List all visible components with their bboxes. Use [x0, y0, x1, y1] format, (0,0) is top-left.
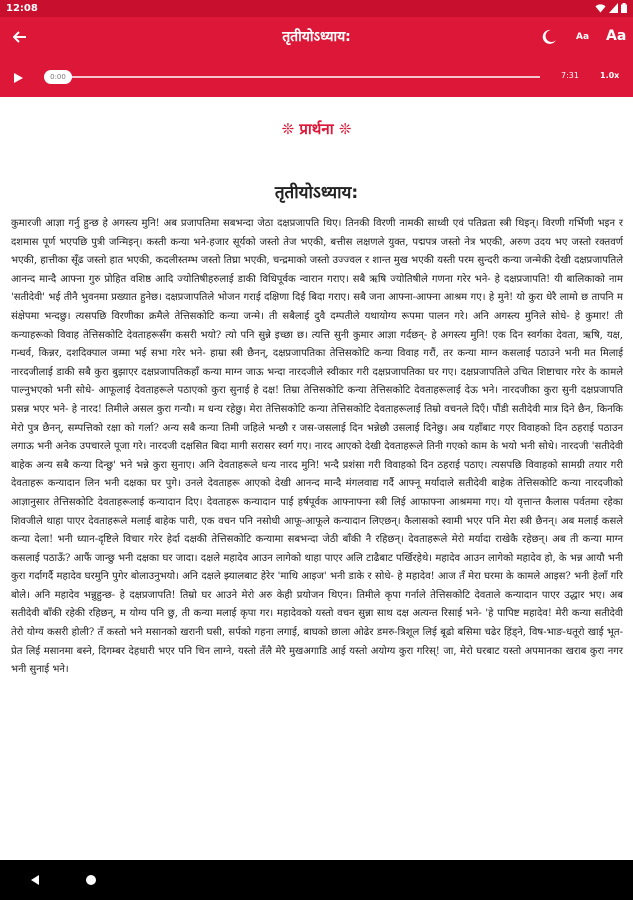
system-navigation-bar: [0, 860, 633, 900]
app-bar: [0, 17, 633, 57]
chapter-body-text: कुमारजी आज्ञा गर्नु हुन्छ हे अगस्त्य मुनि! अब प्रजापतिमा सबभन्दा जेठा दक्षप्रजापति थिए। तिनकी विरणी नामकी साध्वी एवं पतिव्रता स्त्री थिइन्। विरणी गर्भिणी भइन र दशमास पूर्ण भएपछि पुत्री जन्मिइन्। कस्ती कन्या भने-हजार सूर्यको जस्तो तेज भएकी, बत्तीस लक्षणले युक्त, पद्मपत्र जस्तो नेत्र भएकी, अरुण उदय भए जस्तो रक्तवर्ण भएकी, हात्तीका सूँढ जस्तो हात भएकी, कदलीस्तम्भ जस्तो तिघ्रा भएकी, चन्द्रमाको जस्तो उज्ज्वल र शान्त मुख भएकी यस्ती परम सुन्दरी कन्या जन्मेकी देखी दक्षप्रजापतिले आनन्द मान्दै आफ्ना गुरु प्रोहित वशिष्ठ आदि ज्योतिषीहरुलाई डाकी विधिपूर्वक न्वारान गराए। सबै ऋषि ज्योतिषीले गणना गरेर भने- हे दक्षप्रजापति! यी बालिकाको नाम 'सतीदेवी' भई तीनै भुवनमा प्रख्यात हुनेछ। दक्षप्रजापतिले भोजन गराई दक्षिणा दिई बिदा गराए। सबै जना आफ्ना-आफ्ना आश्रम गए। हे मुने! यो कुरा धेरै लामो छ तापनि म संक्षेपमा भन्दछु। त्यसपछि विरणीका क्रमैले तेत्तिसकोटि कन्या जन्मे। ती सबैलाई दुवै दम्पतीले यथायोग्य रूपमा पालन गरे। अनि अगस्त्य मुनिले सोधे- हे कुमार! ती कन्याहरूको विवाह तेत्तिसकोटि देवताहरूसँग कसरी भयो? त्यो पनि सुन्ने इच्छा छ। त्यत्ति सुनी कुमार आज्ञा गर्दछन्- हे अगस्त्य मुनि! एक दिन स्वर्गका देवता, ऋषि, यक्ष, गन्धर्व, किन्नर, दशदिक्पाल जम्मा भई सभा गरेर भने- हाम्रा स्त्री छैनन्, दक्षप्रजापतिका तेत्तिसकोटि कन्या विवाह गरौं, तर कन्या माग्न कसलाई पठाउने भनी मत मिलाई नारदजीलाई डाकी सबै कुरा बुझाएर दक्षप्रजापतिकहाँ कन्या माग्न जाऊ भन्दा नारदजीले स्वीकार गरी दक्षप्रजापतिका घर गए। दक्षप्रजापतिले उचित शिष्टाचार गरेर के कामले पाल्नुभएको भनी सोधे- आफूलाई देवताहरूले पठाएको कुरा सुनाई हे दक्ष! तिम्रा तेत्तिसकोटि कन्या तेत्तिसकोटि देवताहरूलाई देऊ भने। नारदजीका कुरा सुनी दक्षप्रजापति प्रसन्न भएर भने- हे नारद! तिमीले असल कुरा गन्यौ। म धन्य रहेछु। मेरा तेत्तिसकोटि कन्या तेत्तिसकोटि देवताहरूलाई तिम्रो वचनले दिएँ। पौंडी सतीदेवी मात्र दिने छैन, किनकि मेरो पुत्र छैनन्, सम्पत्तिको रक्षा को गर्ला? अन्य सबै कन्या तिमी जहिले भन्छौ र जस-जसलाई दिन भन्नेछौ उसलाई दिनेछु। अब यहाँबाट गएर विवाहको दिन ठहराई पठाउन लगाऊ भनी अनेक उपचारले पूजा गरे। नारदजी दक्षसित बिदा मागी सरासर स्वर्ग गए। नारद आएको देखी देवताहरूले तिनी गएको काम के भयो भनी सोधे। नारदजी 'सतीदेवी बाहेक अन्य सबै कन्या दिन्छु' भने भन्ने कुरा सुनाए। अनि देवताहरूले धन्य नारद मुनि! भन्दै प्रशंसा गरी विवाहको दिन ठहराई पठाए। त्यसपछि विवाहको सामग्री तयार गरी देवताहरू कन्यादान लिन भनी दक्षका घर पुगे। उनले देवताहरू आएको देखी आनन्द मान्दै मंगलवाद्य गर्दै आफ्नू मर्यादाले सतीदेवी बाहेक तेत्तिसकोटि कन्या नारदजीको आज्ञानुसार तेत्तिसकोटि देवताहरूलाई कन्यादान दिए। देवताहरू कन्यादान पाई हर्षपूर्वक आफ्नाफ्ना स्त्री लिई आफाफ्ना आश्रममा गए। यो वृत्तान्त कैलास पर्वतमा रहेका शिवजीले थाहा पाएर देवताहरूले मलाई बाहेक पारी, एक वचन पनि नसोधी आफू-आफूले कन्यादान लिएछन्। कैलासको स्वामी भएर पनि मेरा स्त्री छैनन्। अब मलाई कसले कन्या देला! भनी ध्यान-दृष्टिले विचार गरेर हेर्दा दक्षकी तेत्तिसकोटि कन्यामा सबभन्दा जेठी बाँकी नै रहिछन्। देवताहरूले मेरो मर्यादा राखेकै रहेछन्। अब ती कन्या माग्न कसलाई पठाऊँ? आफैं जान्छु भनी दक्षका घर जादा। दक्षले महादेव आउन लागेको थाहा पाएर अलि टाढैबाट पर्खिरहेथे। महादेव आउन लागेको महादेव हो, के भन्न आयौ भनी कुरा गर्दागर्दै महादेव घरमुनि पुगेर बोलाउनुभयो। अनि दक्षले झ्यालबाट हेरेर 'माथि आइज' भनी डाके र सोधे- हे महादेव! आज तँ मेरा घरमा के कामले आइस? भनी हेलाँ गरि बोले। अनि महादेव भन्नुहुन्छ- हे दक्षप्रजापति! तिम्रो घर आउने मेरो अरु केही प्रयोजन थिएन। तिमीले कृपा गर्नाले तेत्तिसकोटि देवताले कन्यादान पाएर उद्धार भए। अब सतीदेवी बाँकी रहेकी रहिछन्, म योग्य पनि छु, ती कन्या मलाई कृपा गर। महादेवको यस्तो वचन सुन्ना साथ दक्ष अत्यन्त रिसाई भने- 'हे पापिष्ट महादेव! मेरी कन्या सतीदेवी तेरो योग्य कसरी होली? तँ कस्तो भने मसानको खरानी घसी, सर्पको गहना लगाई, बाघको छाला ओढेर डमरु-त्रिशूल लिई बूढो बसिमा चढेर हिंड्ने, विष-भाङ-धतूरो खाई भूत-प्रेत लिई मसानमा बस्ने, दिगम्बर देहधारी भएर पनि चिन लाग्ने, यस्तो तँलै मेरै मुखअगाडि आई यस्तो अयोग्य कुरा गरिस्! जा, मेरो घरबाट यस्तो अपमानका खराब कुरा नगर भनी सुनाई भने।: [11, 218, 623, 676]
duration-label: 7:31: [561, 71, 579, 80]
seek-thumb[interactable]: 0:00: [44, 70, 72, 84]
status-time: 12:08: [6, 3, 38, 14]
chapter-title: तृतीयोऽध्याय:: [274, 183, 359, 203]
battery-icon: [621, 3, 627, 13]
play-button[interactable]: [11, 70, 25, 84]
nav-home-icon[interactable]: [86, 875, 96, 885]
night-mode-button[interactable]: [540, 28, 558, 46]
wifi-icon: [595, 3, 606, 13]
moon-icon: [540, 28, 558, 46]
status-bar: [0, 0, 633, 17]
reading-area[interactable]: [0, 97, 633, 860]
font-decrease-button[interactable]: Aa: [576, 32, 590, 42]
page-title: तृतीयोऽध्याय:: [282, 29, 351, 45]
play-icon: [11, 71, 25, 85]
status-icons: [595, 3, 627, 13]
prayer-heading[interactable]: ❊ प्रार्थना ❊: [281, 120, 352, 138]
nav-back-icon[interactable]: [30, 874, 40, 886]
seek-bar[interactable]: [44, 76, 540, 78]
font-increase-button[interactable]: Aa: [606, 28, 627, 44]
audio-player: [0, 57, 633, 97]
signal-icon: [609, 3, 618, 13]
playback-speed-button[interactable]: 1.0x: [600, 71, 620, 80]
